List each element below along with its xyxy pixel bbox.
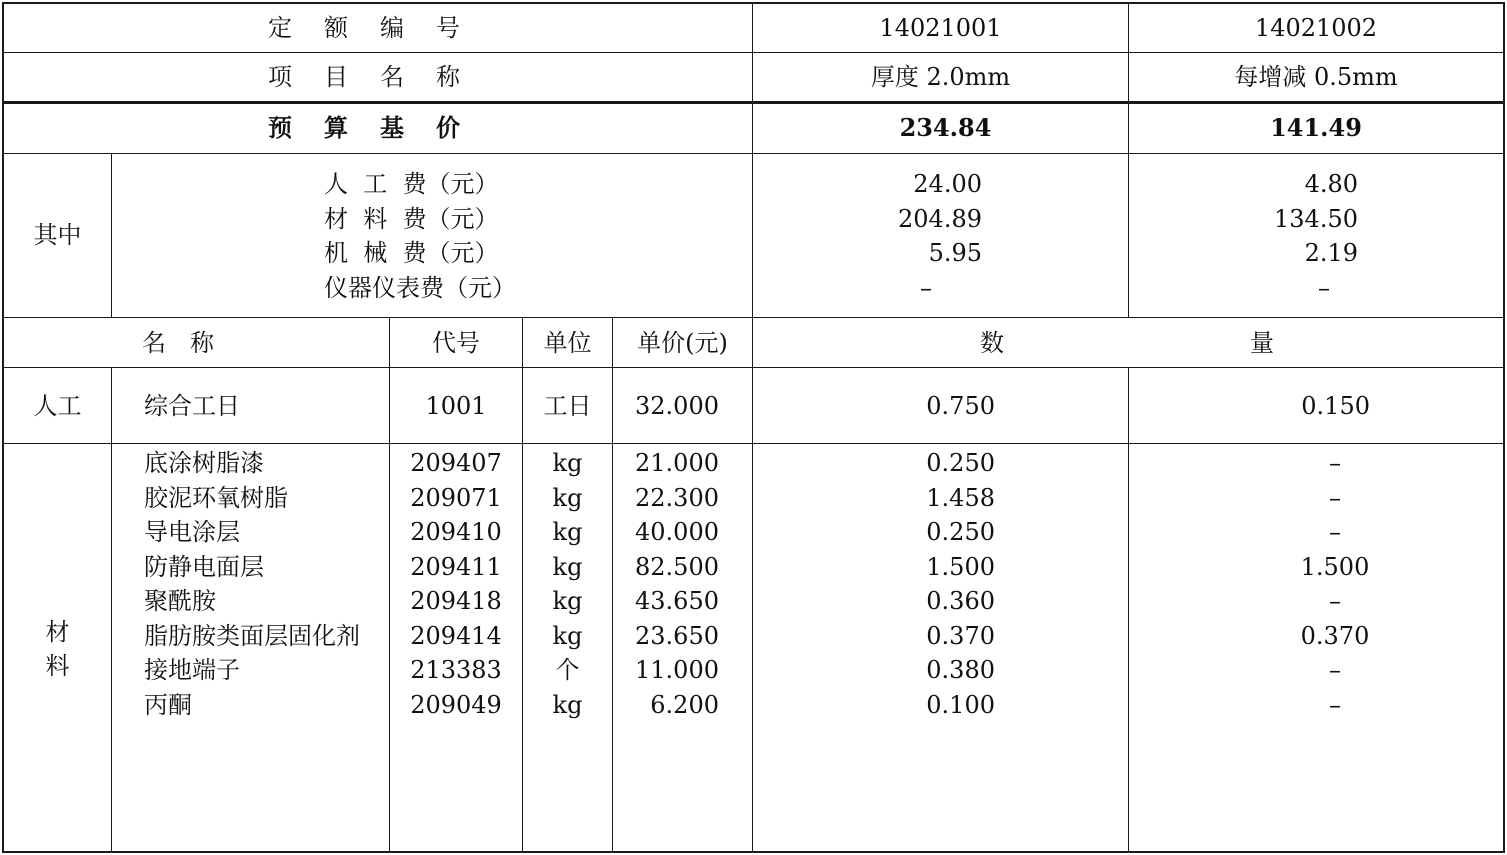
material-qty-1: 0.250 bbox=[926, 518, 995, 546]
breakdown-label-labor: 人 工 费（元） bbox=[324, 170, 499, 198]
breakdown-col2-value: – bbox=[1318, 273, 1330, 302]
rule-labor bbox=[2, 443, 1505, 444]
material-qty-1: 0.360 bbox=[926, 587, 995, 615]
quota-no-2: 14021002 bbox=[1254, 14, 1378, 42]
breakdown-col2-value: 134.50 bbox=[1274, 204, 1358, 233]
rule-base-price bbox=[2, 153, 1505, 154]
col-header-code: 代号 bbox=[432, 329, 480, 357]
rule-columns bbox=[2, 367, 1505, 368]
material-name: 防静电面层 bbox=[144, 552, 264, 581]
material-qty-1: 0.100 bbox=[926, 690, 995, 719]
material-unit: kg bbox=[552, 690, 583, 719]
quota-no-1: 14021001 bbox=[879, 14, 1002, 42]
rule-bottom bbox=[2, 851, 1505, 853]
material-code: 209049 bbox=[410, 690, 502, 719]
rule-col-values-lower bbox=[752, 367, 753, 853]
material-unit: kg bbox=[552, 552, 583, 581]
material-unit: kg bbox=[552, 587, 583, 615]
col-header-name: 名称 bbox=[142, 329, 238, 357]
material-code: 209071 bbox=[410, 483, 502, 512]
col-header-qty-2: 量 bbox=[1250, 329, 1274, 357]
rule-col-group bbox=[111, 153, 112, 318]
material-qty-1: 1.458 bbox=[926, 483, 995, 512]
material-unit: 个 bbox=[555, 656, 580, 684]
rule-col-values bbox=[752, 2, 753, 367]
breakdown-col1-value: 24.00 bbox=[913, 170, 982, 198]
material-qty-2: – bbox=[1329, 690, 1341, 719]
materials-qty-1 bbox=[860, 446, 995, 722]
labor-group-label: 人工 bbox=[33, 392, 82, 420]
material-name: 接地端子 bbox=[144, 656, 240, 684]
rule-breakdown bbox=[2, 317, 1505, 318]
breakdown-labels bbox=[324, 167, 584, 305]
rule-header-1 bbox=[2, 52, 1505, 53]
material-qty-2: – bbox=[1329, 587, 1341, 615]
breakdown-label-material: 材 料 费（元） bbox=[324, 204, 499, 233]
material-price: 40.000 bbox=[635, 518, 719, 546]
materials-prices bbox=[613, 446, 719, 722]
material-unit: kg bbox=[552, 621, 583, 650]
col-header-unit: 单位 bbox=[543, 329, 592, 357]
material-code: 213383 bbox=[410, 656, 502, 684]
rule-left bbox=[2, 2, 4, 853]
materials-codes bbox=[390, 446, 522, 722]
breakdown-col1-value: 204.89 bbox=[898, 204, 982, 233]
materials-names bbox=[144, 446, 384, 722]
material-qty-2: – bbox=[1329, 483, 1341, 512]
quota-no-label: 定额编号 bbox=[268, 14, 492, 42]
material-qty-2: – bbox=[1329, 449, 1341, 477]
item-name-label: 项目名称 bbox=[268, 63, 492, 91]
material-price: 11.000 bbox=[635, 656, 719, 684]
labor-unit: 工日 bbox=[543, 392, 592, 420]
breakdown-group-label: 其中 bbox=[33, 221, 82, 249]
material-price: 21.000 bbox=[635, 449, 719, 477]
col-header-price: 单价(元) bbox=[637, 329, 728, 357]
breakdown-col2 bbox=[1220, 167, 1358, 305]
material-qty-2: 0.370 bbox=[1300, 621, 1370, 650]
materials-group-label-2: 料 bbox=[45, 652, 70, 680]
breakdown-col2-value: 4.80 bbox=[1304, 170, 1358, 198]
breakdown-col2-value: 2.19 bbox=[1304, 239, 1358, 267]
material-price: 82.500 bbox=[635, 552, 719, 581]
rule-col-second bbox=[1128, 2, 1129, 318]
base-price-1: 234.84 bbox=[899, 113, 992, 142]
col-header-qty-1: 数 bbox=[980, 329, 1004, 357]
breakdown-col1 bbox=[820, 167, 982, 305]
base-price-label: 预算基价 bbox=[268, 113, 492, 142]
rule-right bbox=[1503, 2, 1505, 853]
material-qty-2: – bbox=[1329, 656, 1341, 684]
material-qty-2: – bbox=[1329, 518, 1341, 546]
material-code: 209407 bbox=[410, 449, 502, 477]
item-name-2: 每增减 0.5mm bbox=[1234, 63, 1398, 91]
item-name-1: 厚度 2.0mm bbox=[870, 63, 1011, 91]
materials-qty-2 bbox=[1280, 446, 1390, 722]
material-qty-2: 1.500 bbox=[1300, 552, 1370, 581]
material-qty-1: 0.380 bbox=[926, 656, 995, 684]
material-unit: kg bbox=[552, 449, 583, 477]
material-name: 聚酰胺 bbox=[144, 587, 216, 615]
materials-units bbox=[523, 446, 612, 722]
labor-qty-1: 0.750 bbox=[926, 392, 995, 420]
material-price: 22.300 bbox=[635, 483, 719, 512]
labor-price: 32.000 bbox=[635, 392, 719, 420]
labor-qty-2: 0.150 bbox=[1301, 392, 1370, 420]
material-qty-1: 1.500 bbox=[926, 552, 995, 581]
materials-group-label-1: 材 bbox=[45, 618, 70, 646]
rule-top bbox=[2, 2, 1505, 4]
material-code: 209418 bbox=[410, 587, 502, 615]
rule-header-2 bbox=[2, 101, 1505, 104]
rule-col-second-lower bbox=[1128, 367, 1129, 853]
material-unit: kg bbox=[552, 483, 583, 512]
rule-col-group-lower bbox=[111, 367, 112, 853]
breakdown-label-machine: 机 械 费（元） bbox=[324, 239, 499, 267]
material-name: 胶泥环氧树脂 bbox=[144, 483, 288, 512]
material-price: 6.200 bbox=[650, 690, 719, 719]
material-code: 209414 bbox=[410, 621, 502, 650]
material-code: 209411 bbox=[410, 552, 502, 581]
material-price: 23.650 bbox=[635, 621, 719, 650]
labor-code: 1001 bbox=[425, 392, 487, 420]
material-name: 底涂树脂漆 bbox=[144, 449, 264, 477]
material-price: 43.650 bbox=[635, 587, 719, 615]
breakdown-label-instrument: 仪器仪表费（元） bbox=[324, 273, 516, 302]
material-name: 导电涂层 bbox=[144, 518, 240, 546]
material-name: 脂肪胺类面层固化剂 bbox=[144, 621, 360, 650]
material-unit: kg bbox=[552, 518, 583, 546]
material-name: 丙酮 bbox=[144, 690, 192, 719]
material-qty-1: 0.370 bbox=[926, 621, 995, 650]
base-price-2: 141.49 bbox=[1270, 113, 1362, 142]
material-qty-1: 0.250 bbox=[926, 449, 995, 477]
breakdown-col1-value: 5.95 bbox=[928, 239, 982, 267]
labor-name: 综合工日 bbox=[144, 392, 240, 420]
breakdown-col1-value: – bbox=[920, 273, 932, 302]
material-code: 209410 bbox=[410, 518, 502, 546]
